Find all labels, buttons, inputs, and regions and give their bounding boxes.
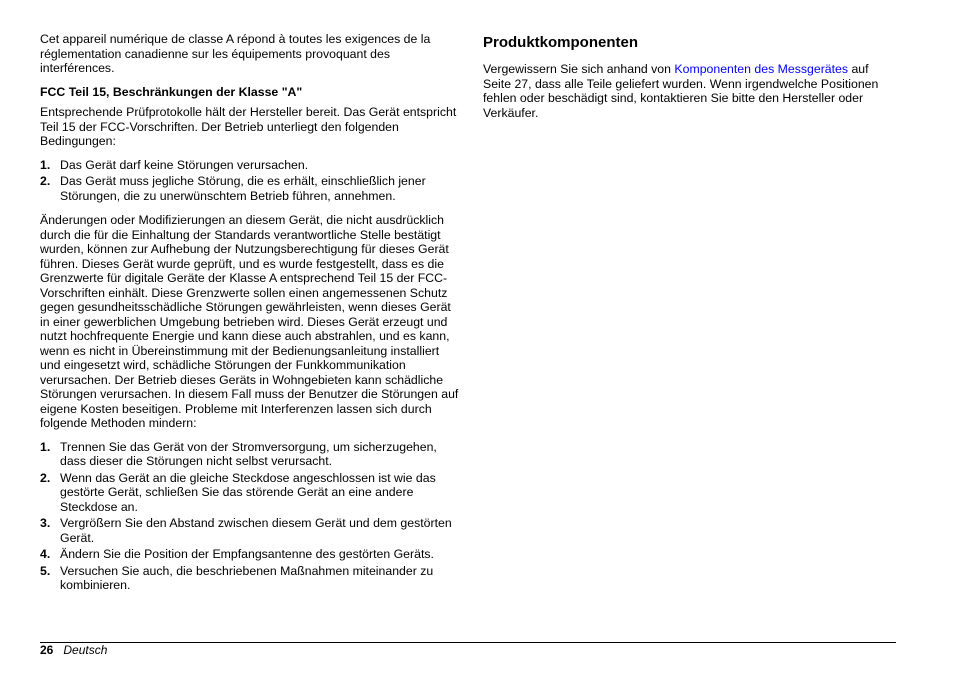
list-text: Vergrößern Sie den Abstand zwischen diesem Gerät und dem gestörten Gerät. <box>60 516 452 545</box>
list-number: 2. <box>40 470 51 485</box>
paragraph-text-before-link: Vergewissern Sie sich anhand von <box>483 62 675 76</box>
list-item <box>40 547 460 562</box>
list-number: 1. <box>40 439 51 454</box>
fcc-heading: FCC Teil 15, Beschränkungen der Klasse "A" <box>40 84 303 99</box>
methods-list <box>40 440 460 593</box>
list-text: Versuchen Sie auch, die beschriebenen Maßnahmen miteinander zu kombinieren. <box>60 563 434 592</box>
components-paragraph <box>483 62 883 120</box>
list-item <box>40 440 460 469</box>
components-link[interactable]: Komponenten des Messgerätes <box>674 62 849 76</box>
section-heading: Produktkomponenten <box>483 34 639 51</box>
page-number: 26 <box>40 643 54 657</box>
page-footer <box>40 643 107 657</box>
list-text: Trennen Sie das Gerät von der Stromversorgung, um sicherzugehen, dass dieser die Störungen nicht selbst verursacht. <box>60 439 437 468</box>
list-item <box>40 564 460 593</box>
list-text: Wenn das Gerät an die gleiche Steckdose angeschlossen ist wie das gestörte Gerät, schließen Sie das störende Gerät an eine andere Steckdose an. <box>60 470 436 514</box>
list-item <box>40 158 460 173</box>
list-number: 4. <box>40 547 51 561</box>
list-item <box>40 471 460 515</box>
list-text: Das Gerät muss jegliche Störung, die es erhält, einschließlich jener Störungen, die zu unerwünschtem Betrieb führen, annehmen. <box>60 174 426 203</box>
list-number: 2. <box>40 174 51 188</box>
list-text: Ändern Sie die Position der Empfangsantenne des gestörten Geräts. <box>60 547 434 561</box>
list-number: 1. <box>40 157 51 172</box>
footer-language: Deutsch <box>63 643 108 657</box>
intro-paragraph: Cet appareil numérique de classe A répond à toutes les exigences de la réglementation canadienne sur les équipements provoquant des interférences. <box>40 32 431 75</box>
paragraph-text-after-link: auf Seite 27, dass alle Teile geliefert wurden. Wenn irgendwelche Positionen fehlen oder beschädigt sind, kontaktieren Sie bitte den Hersteller oder Verkäufer. <box>483 62 879 120</box>
left-column <box>40 32 460 603</box>
list-item <box>40 516 460 545</box>
conditions-list <box>40 158 460 204</box>
list-item <box>40 174 460 203</box>
footer-divider <box>40 642 896 643</box>
changes-paragraph: Änderungen oder Modifizierungen an diesem Gerät, die nicht ausdrücklich durch die für die Einhaltung der Standards verantwortliche Stelle bestätigt wurden, können zur Aufhebung der Nutzungsberechtigung für dieses Gerät führen. Dieses Gerät wurde geprüft, und es wurde festgestellt, dass es die Grenzwerte für digitale Geräte der Klasse A entsprechend Teil 15 der FCC-Vorschriften einhält. Diese Grenzwerte sollen einen angemessenen Schutz gegen gesundheitsschädliche Störungen gewährleisten, wenn dieses Gerät in einer gewerblichen Umgebung betrieben wird. Dieses Gerät erzeugt und nutzt hochfrequente Energie und kann diese auch abstrahlen, und es kann, wenn es nicht in Übereinstimmung mit der Bedienungsanleitung installiert und eingesetzt wird, schädliche Störungen der Funkkommunikation verursachen. Der Betrieb dieses Geräts in Wohngebieten kann schädliche Störungen verursachen. In diesem Fall muss der Benutzer die Störungen auf eigene Kosten beseitigen. Probleme mit Interferenzen lassen sich durch folgende Methoden mindern: <box>40 213 459 430</box>
list-number: 3. <box>40 516 51 530</box>
list-text: Das Gerät darf keine Störungen verursachen. <box>60 157 309 172</box>
right-column <box>483 32 883 120</box>
fcc-paragraph: Entsprechende Prüfprotokolle hält der Hersteller bereit. Das Gerät entspricht Teil 15 der FCC-Vorschriften. Der Betrieb unterliegt den folgenden Bedingungen: <box>40 105 457 148</box>
list-number: 5. <box>40 563 51 578</box>
